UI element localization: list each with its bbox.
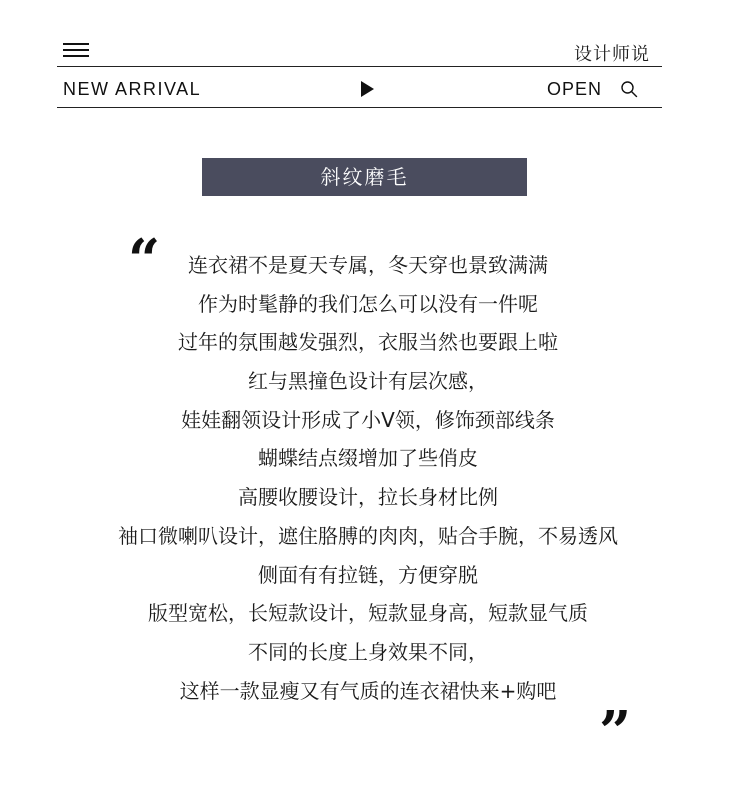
section-title-badge: 斜纹磨毛 xyxy=(202,158,527,196)
open-quote-icon: “ xyxy=(128,227,161,293)
description-line: 过年的氛围越发强烈，衣服当然也要跟上啦 xyxy=(178,330,558,355)
description-line: 侧面有有拉链，方便穿脱 xyxy=(258,562,478,587)
description-text xyxy=(0,249,736,713)
description-line: 袖口微喇叭设计，遮住胳膊的肉肉，贴合手腕，不易透风 xyxy=(118,523,618,548)
brand-title: 设计师说 xyxy=(574,44,650,65)
description-line: 不同的长度上身效果不同， xyxy=(248,639,488,664)
description-line: 蝴蝶结点缀增加了些俏皮 xyxy=(258,446,478,471)
play-icon[interactable] xyxy=(361,81,374,97)
description-line: 红与黑撞色设计有层次感， xyxy=(248,369,488,394)
open-link[interactable]: OPEN xyxy=(547,79,603,99)
header-divider-bottom xyxy=(57,107,662,108)
description-line: 连衣裙不是夏天专属，冬天穿也景致满满 xyxy=(188,253,548,277)
description-line: 作为时髦静的我们怎么可以没有一件呢 xyxy=(198,291,538,316)
close-quote-icon: ” xyxy=(599,699,632,765)
description-line: 高腰收腰设计，拉长身材比例 xyxy=(238,485,498,510)
description-line: 版型宽松，长短款设计，短款显身高，短款显气质 xyxy=(148,601,588,626)
description-line: 娃娃翻领设计形成了小V领，修饰颈部线条 xyxy=(181,407,555,432)
header-divider-top xyxy=(57,66,662,67)
search-icon[interactable] xyxy=(620,80,638,98)
new-arrival-label: NEW ARRIVAL xyxy=(63,79,202,99)
description-line: 这样一款显瘦又有气质的连衣裙快来+购吧 xyxy=(179,678,557,703)
menu-icon[interactable] xyxy=(63,43,89,57)
